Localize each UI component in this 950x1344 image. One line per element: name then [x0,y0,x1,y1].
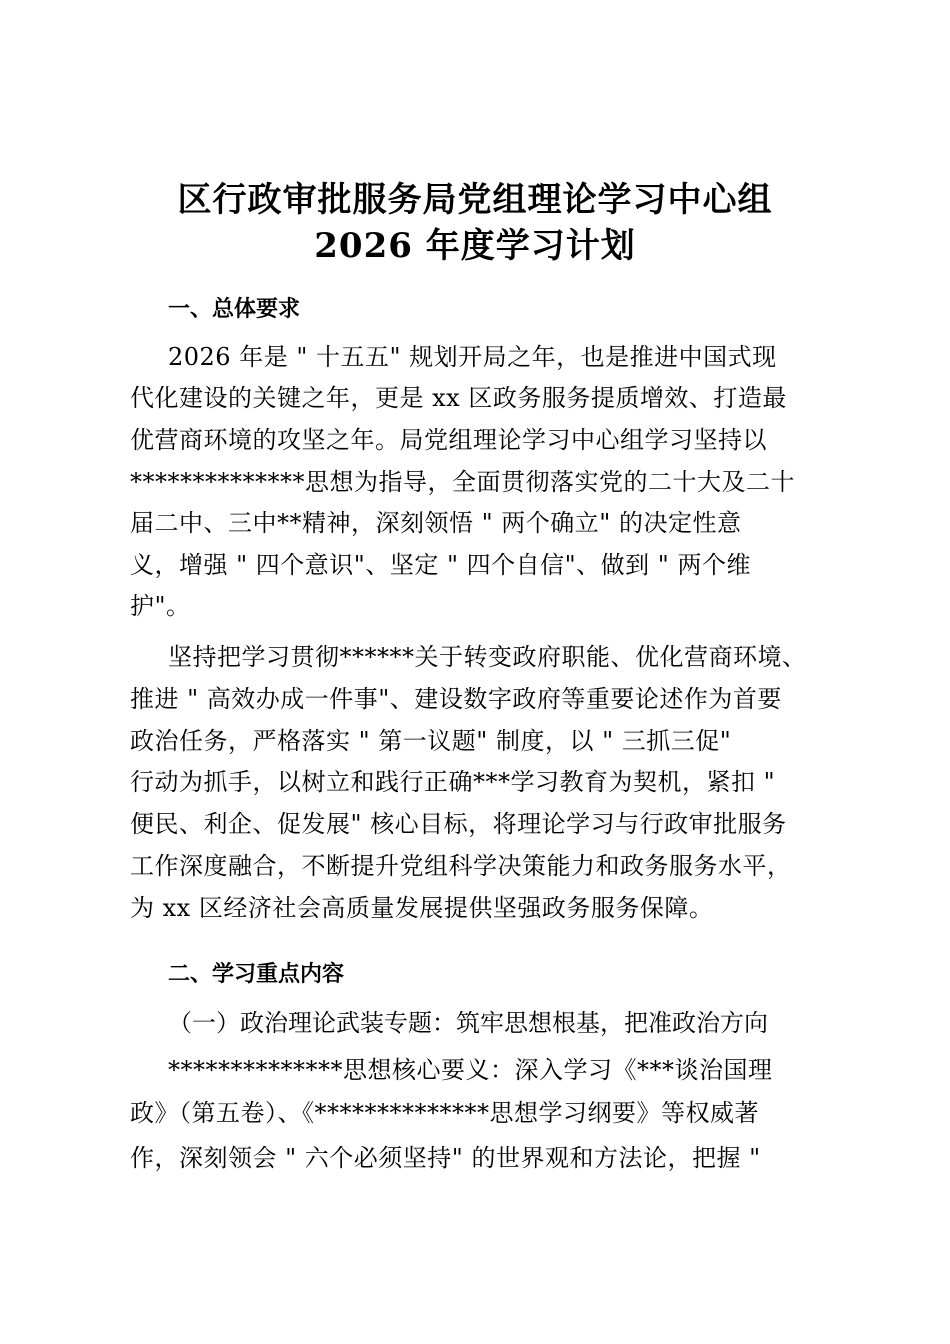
subsection-heading-political-theory: （一）政治理论武装专题：筑牢思想根基，把准政治方向 [168,1009,768,1037]
paragraph-line: 政治任务，严格落实 " 第一议题" 制度，以 " 三抓三促" [130,727,732,755]
paragraph-line: **************思想核心要义：深入学习《***谈治国理 [168,1056,773,1084]
paragraph-line: 为 xx 区经济社会高质量发展提供坚强政务服务保障。 [130,894,714,922]
paragraph-line: 代化建设的关键之年，更是 xx 区政务服务提质增效、打造最 [130,384,787,412]
paragraph-line: 2026 年是 " 十五五" 规划开局之年，也是推进中国式现 [168,343,777,371]
paragraph-line: 优营商环境的攻坚之年。局党组理论学习中心组学习坚持以 [130,426,767,454]
paragraph-line: 义，增强 " 四个意识"、坚定 " 四个自信"、做到 " 两个维 [130,551,751,579]
paragraph-line: 护"。 [130,592,191,620]
paragraph-line: 行动为抓手，以树立和践行正确***学习教育为契机，紧扣 " [130,768,776,796]
paragraph-line: 工作深度融合，不断提升党组科学决策能力和政务服务水平， [130,852,792,880]
document-title-line-1: 区行政审批服务局党组理论学习中心组 [177,180,773,220]
document-title-line-2: 2026 年度学习计划 [314,226,636,266]
paragraph-line: 便民、利企、促发展" 核心目标，将理论学习与行政审批服务 [130,810,787,838]
paragraph-line: 届二中、三中**精神，深刻领悟 " 两个确立" 的决定性意 [130,509,742,537]
section-heading-overall-requirements: 一、总体要求 [168,296,301,322]
paragraph-line: 推进 " 高效办成一件事"、建设数字政府等重要论述作为首要 [130,685,782,713]
section-heading-key-content: 二、学习重点内容 [168,961,345,987]
paragraph-line: 作，深刻领会 " 六个必须坚持" 的世界观和方法论，把握 " [130,1144,761,1172]
paragraph-line: **************思想为指导，全面贯彻落实党的二十大及二十 [130,468,795,496]
paragraph-line: 坚持把学习贯彻******关于转变政府职能、优化营商环境、 [168,643,807,671]
paragraph-line: 政》（第五卷）、《**************思想学习纲要》等权威著 [130,1099,759,1127]
